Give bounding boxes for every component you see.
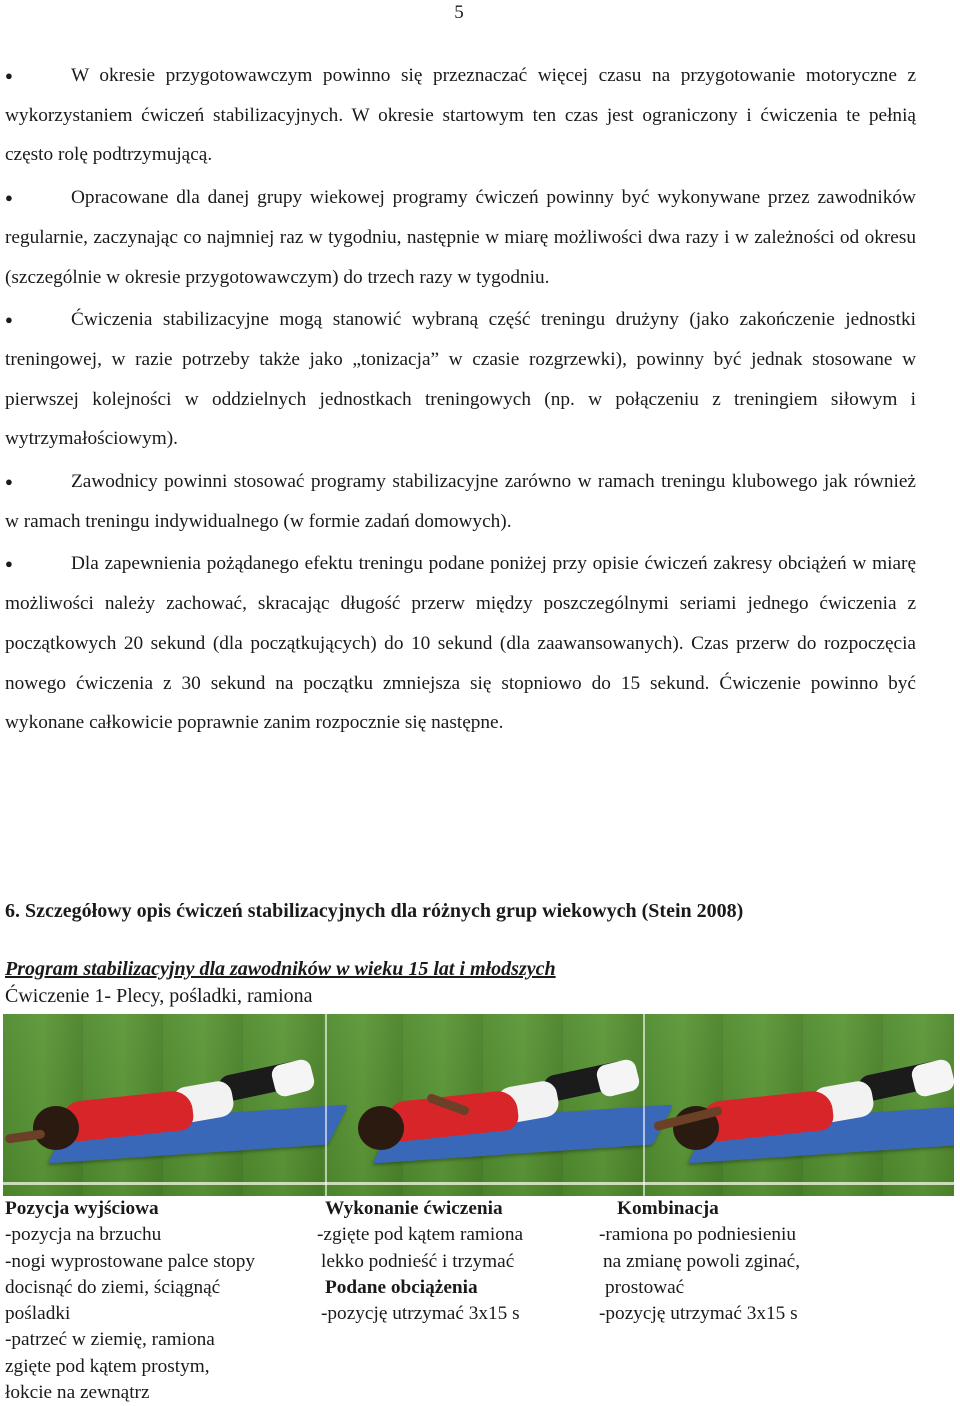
column-heading: Pozycja wyjściowa — [5, 1198, 159, 1219]
bullet-list — [5, 56, 916, 746]
bullet-text: Ćwiczenia stabilizacyjne mogą stanowić wybraną część treningu drużyny (jako zakończenie jednostki treningowej, w razie potrzeby także jako „tonizacja” w czasie rozgrzewki), powinny być jednak stosowane w pierwszej kolejności w oddzielnych jednostkach treningowych (np. w połączeniu z treningiem siłowym i wytrzymałościowym). — [5, 309, 916, 450]
caption-line: -pozycja na brzuchu — [5, 1224, 162, 1246]
bullet-dot-icon: ● — [5, 190, 13, 206]
caption-line: lekko podnieść i trzymać — [321, 1250, 515, 1272]
page-number: 5 — [454, 2, 464, 23]
bullet-text: Dla zapewnienia pożądanego efektu treningu podane poniżej przy opisie ćwiczeń zakresy obciążeń w miarę możliwości należy zachować, skracając długość przerw między poszczególnymi seriami jednego ćwiczenia z początkowych 20 sekund (dla początkujących) do 10 sekund (dla zaawansowanych). Czas przerw do rozpoczęcia nowego ćwiczenia z 30 sekund na początku zmniejsza się stopniowo do 15 sekund. Ćwiczenie powinno być wykonane całkowicie poprawnie zanim rozpocznie się następne. — [5, 553, 916, 734]
athlete-figure-combination — [643, 1014, 954, 1196]
caption-line: -nogi wyprostowane palce stopy — [5, 1250, 256, 1272]
section-heading: 6. Szczegółowy opis ćwiczeń stabilizacyjnych dla różnych grup wiekowych (Stein 2008) — [5, 900, 744, 922]
bullet-dot-icon: ● — [5, 68, 13, 83]
athlete-figure-start — [3, 1014, 323, 1196]
bullet-dot-icon: ● — [5, 312, 13, 328]
bullet-item — [5, 56, 916, 175]
caption-line: -ramiona po podniesieniu — [599, 1224, 797, 1246]
caption-line: pośladki — [5, 1303, 71, 1325]
exercise-title: Ćwiczenie 1- Plecy, pośladki, ramiona — [5, 985, 313, 1007]
bullet-item — [5, 544, 916, 743]
caption-line: -pozycję utrzymać 3x15 s — [599, 1303, 798, 1325]
bullet-item — [5, 178, 916, 297]
column-heading: Wykonanie ćwiczenia — [325, 1198, 503, 1219]
bullet-text: Opracowane dla danej grupy wiekowej programy ćwiczeń powinny być wykonywane przez zawodników regularnie, zaczynając co najmniej raz w tygodniu, następnie w miarę możliwości dwa razy i w zależności od okresu (szczególnie w okresie przygotowawczym) do trzech razy w tygodniu. — [5, 187, 916, 288]
bullet-text: Zawodnicy powinni stosować programy stabilizacyjne zarówno w ramach treningu klubowego jak również w ramach treningu indywidualnego (w formie zadań domowych). — [5, 471, 916, 532]
caption-line: na zmianę powoli zginać, — [603, 1250, 801, 1272]
column-combination — [599, 1196, 800, 1327]
column-execution — [317, 1196, 523, 1327]
bullet-item — [5, 300, 916, 459]
column-heading: Kombinacja — [617, 1198, 719, 1219]
bullet-dot-icon: ● — [5, 474, 13, 490]
caption-line: -pozycję utrzymać 3x15 s — [321, 1303, 520, 1325]
column-start-position — [5, 1196, 255, 1406]
caption-line: -patrzeć w ziemię, ramiona — [5, 1329, 215, 1351]
bullet-item — [5, 462, 916, 541]
caption-line: prostować — [605, 1276, 685, 1298]
bullet-dot-icon: ● — [5, 556, 13, 572]
caption-line: łokcie na zewnątrz — [5, 1382, 150, 1404]
caption-line: zgięte pod kątem prostym, — [5, 1355, 210, 1377]
caption-line: docisnąć do ziemi, ściągnąć — [5, 1276, 221, 1298]
caption-line: -zgięte pod kątem ramiona — [317, 1224, 524, 1246]
bullet-text: W okresie przygotowawczym powinno się przeznaczać więcej czasu na przygotowanie motoryczne z wykorzystaniem ćwiczeń stabilizacyjnych. W okresie startowym ten czas jest ograniczony i ćwiczenia te pełnią często rolę podtrzymującą. — [5, 65, 916, 166]
load-heading: Podane obciążenia — [325, 1276, 478, 1298]
program-title: Program stabilizacyjny dla zawodników w wieku 15 lat i młodszych — [5, 958, 556, 980]
exercise-photo — [3, 1014, 954, 1196]
athlete-figure-execution — [328, 1014, 648, 1196]
